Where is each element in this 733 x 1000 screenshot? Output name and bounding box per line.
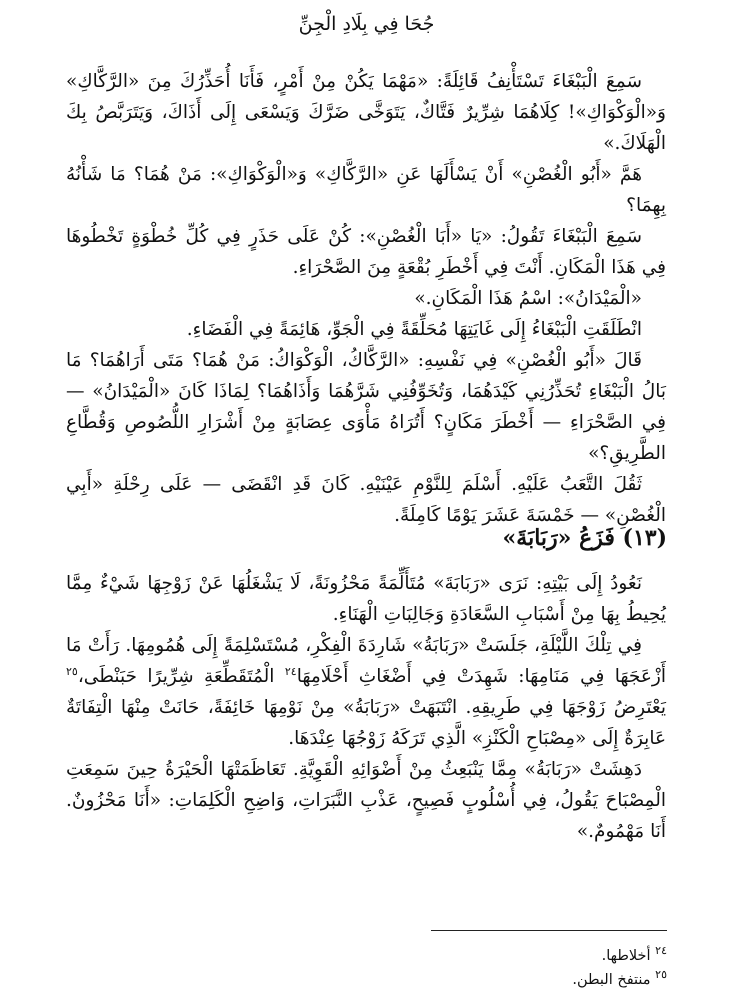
paragraph: سَمِعَ الْبَبْغَاءَ تَسْتَأْنِفُ قَائِلَةً: «مَهْمَا يَكُنْ مِنْ أَمْرٍ، فَأَنَا أُحَذِّرُكَ مِنَ «الرَّكَّاكِ» وَ«الْوَكْوَاكِ»! كِلَاهُمَا شِرِّيرٌ فَتَّاكٌ، يَتَوَخَّى ضَرَّكَ وَيَسْعَى إِلَى أَذَاكَ، وَيَتَرَبَّصُ بِكَ الْهَلَاكَ.» [66,71,666,154]
paragraph: «الْمَيْدَانُ»: اسْمُ هَذَا الْمَكَانِ.» [414,288,642,309]
footnote-ref-25[interactable]: ٢٥ [66,664,78,678]
paragraph: ثَقُلَ التَّعَبُ عَلَيْهِ. أَسْلَمَ لِلنَّوْمِ عَيْنَيْهِ. كَانَ قَدِ انْقَضَى — عَلَى رِحْلَةِ «أَبِي الْغُصْنِ» — خَمْسَةَ عَشَرَ يَوْمًا كَامِلَةً. [66,474,666,526]
paragraph: هَمَّ «أَبُو الْغُصْنِ» أَنْ يَسْأَلَهَا عَنِ «الرَّكَّاكِ» وَ«الْوَكْوَاكِ»: مَنْ هُمَا؟ مَا شَأْنُهُ بِهِمَا؟ [66,164,666,216]
paragraph-text: فِي تِلْكَ اللَّيْلَةِ، جَلَسَتْ «رَبَابَةُ» شَارِدَةَ الْفِكْرِ، مُسْتَسْلِمَةً إِلَى هُمُومِهَا. رَأَتْ مَا أَزْعَجَهَا فِي مَنَامِهَا: شَهِدَتْ فِي أَضْغَاثِ أَحْلَامِهَا [66,635,666,687]
footnote-text: منتفخ البطن. [572,972,656,988]
footnote-25 [367,968,667,992]
paragraph: انْطَلَقَتِ الْبَبْغَاءُ إِلَى غَايَتِهَا مُحَلِّقَةً فِي الْجَوِّ، هَائِمَةً فِي الْفَضَاءِ. [186,319,642,340]
running-header: جُحَا فِي بِلَادِ الْجِنِّ [298,13,435,35]
paragraph: نَعُودُ إِلَى بَيْتِهِ: نَرَى «رَبَابَةَ» مُتَأَلِّمَةً مَحْزُونَةً، لَا يَشْغَلُهَا عَنْ زَوْجِهَا شَيْءٌ مِمَّا يُحِيطُ بِهَا مِنْ أَسْبَابِ السَّعَادَةِ وَجَالِبَاتِ الْهَنَاءِ. [66,573,666,625]
footnote-24 [367,944,667,968]
paragraph: دَهِشَتْ «رَبَابَةُ» مِمَّا يَنْبَعِثُ مِنْ أَضْوَائِهِ الْقَوِيَّةِ. تَعَاظَمَتْهَا الْحَيْرَةُ حِينَ سَمِعَتِ الْمِصْبَاحَ يَقُولُ، فِي أُسْلُوبٍ فَصِيحٍ، عَذْبِ النَّبَرَاتِ، وَاضِحِ الْكَلِمَاتِ: «أَنَا مَحْزُونٌ. أَنَا مَهْمُومٌ.» [66,759,666,842]
footnotes [367,944,667,992]
footnote-number: ٢٥ [655,968,667,982]
chapter-text-top [66,66,666,531]
paragraph: قَالَ «أَبُو الْغُصْنِ» فِي نَفْسِهِ: «الرَّكَّاكُ، الْوَكْوَاكُ: مَنْ هُمَا؟ مَتَى أَرَاهُمَا؟ مَا بَالُ الْبَبْغَاءِ تُحَذِّرُنِي كَيْدَهُمَا، وَتُخَوِّفُنِي شَرَّهُمَا وَأَذَاهُمَا؟ لِمَاذَا كَانَ «الْمَيْدَانُ» — فِي الصَّحْرَاءِ — أَخْطَرَ مَكَانٍ؟ أَتُرَاهُ مَأْوَى عِصَابَةٍ مِنْ أَشْرَارِ اللُّصُوصِ وَقُطَّاعِ الطَّرِيقِ؟» [66,350,666,464]
footnote-number: ٢٤ [655,944,667,958]
footnote-text: أخلاطها. [601,948,656,964]
footnote-divider [431,930,667,931]
paragraph-text: الْمُتَقَطِّعَةِ شِرِّيرًا حَبَنْطَى، [77,666,285,687]
paragraph-with-footnotes [66,630,666,754]
chapter-text-bottom [66,568,666,847]
paragraph-text: يَعْتَرِضُ زَوْجَهَا فِي طَرِيقِهِ. انْتَبَهَتْ «رَبَابَةُ» مِنْ نَوْمِهَا خَائِفَةً، حَانَتْ مِنْهَا الْتِفَاتَةٌ عَابِرَةٌ إِلَى «مِصْبَاحِ الْكَنْزِ» الَّذِي تَرَكَهُ زَوْجُهَا عِنْدَهَا. [66,697,666,749]
paragraph: سَمِعَ الْبَبْغَاءَ تَقُولُ: «يَا «أَبَا الْغُصْنِ»: كُنْ عَلَى حَذَرٍ فِي كُلِّ خُطْوَةٍ تَخْطُوهَا فِي هَذَا الْمَكَانِ. أَنْتَ فِي أَخْطَرِ بُقْعَةٍ مِنَ الصَّحْرَاءِ. [66,226,666,278]
footnote-ref-24[interactable]: ٢٤ [284,664,297,678]
section-heading: (١٣) فَزَعُ «رَبَابَةَ» [502,525,667,551]
